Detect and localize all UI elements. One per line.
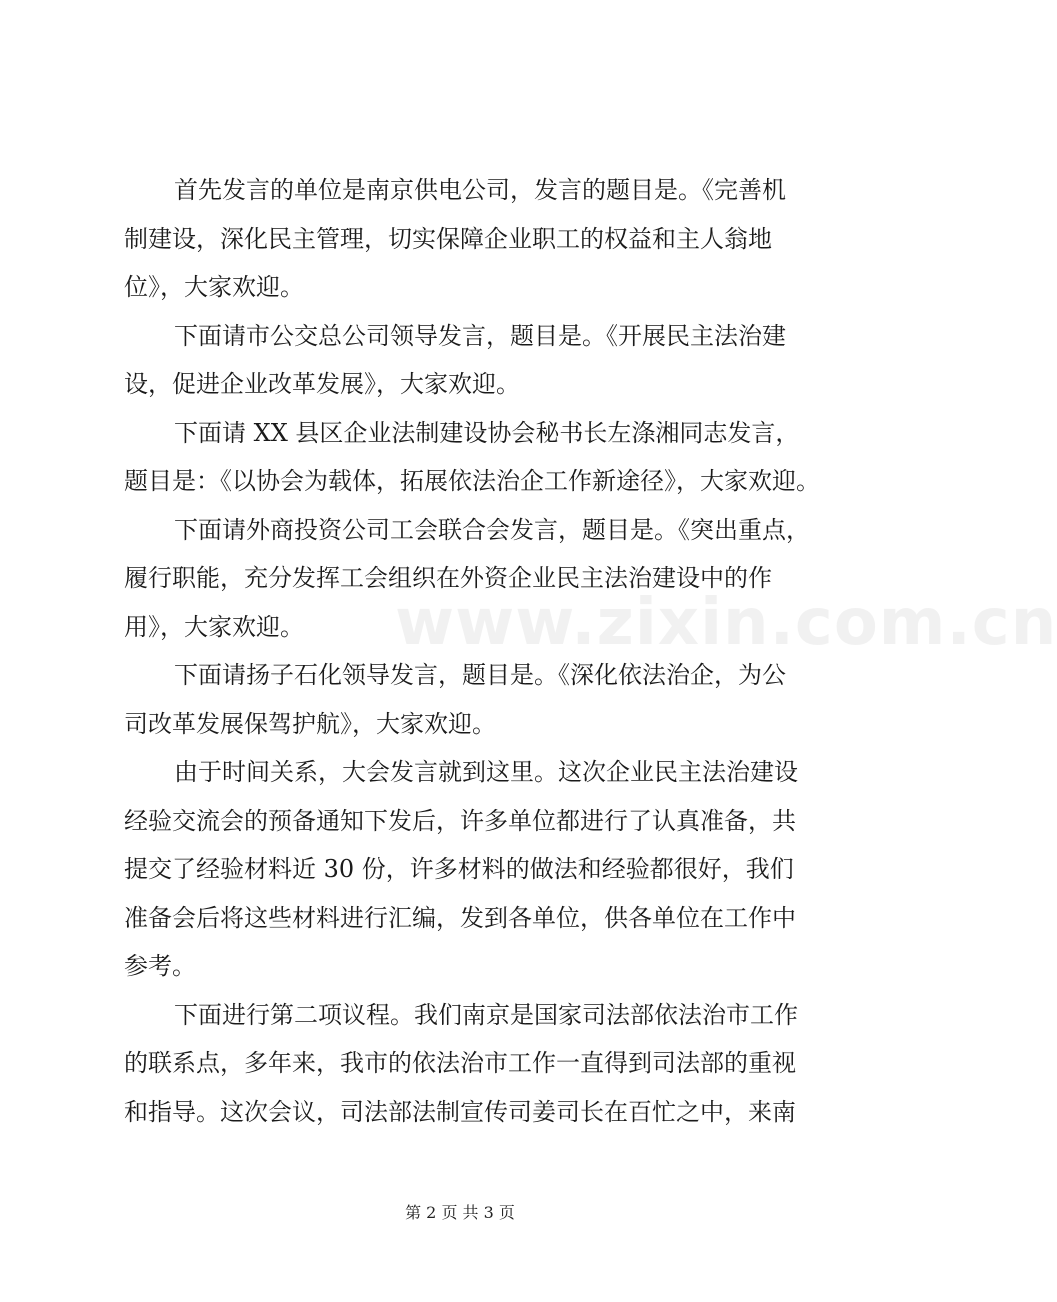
text-line: 经验交流会的预备通知下发后，许多单位都进行了认真准备，共	[124, 806, 796, 835]
text-line: 首先发言的单位是南京供电公司，发言的题目是。《完善机	[174, 176, 786, 204]
text-line: 用》，大家欢迎。	[124, 612, 304, 641]
page-number: 第 2 页 共 3 页	[405, 1203, 515, 1222]
page-footer	[0, 1200, 920, 1223]
document-body	[124, 166, 820, 1136]
text-line: 由于时间关系，大会发言就到这里。这次企业民主法治建设	[174, 758, 798, 786]
watermark-text: www.zixin.com.cn	[395, 586, 1057, 660]
text-line: 下面请 XX 县区企业法制建设协会秘书长左涤湘同志发言，	[174, 418, 800, 447]
text-line: 和指导。这次会议，司法部法制宣传司姜司长在百忙之中，来南	[124, 1097, 796, 1126]
text-line: 准备会后将这些材料进行汇编，发到各单位，供各单位在工作中	[124, 903, 796, 932]
text-line: 下面请扬子石化领导发言，题目是。《深化依法治企，为公	[174, 661, 786, 689]
text-line: 参考。	[124, 952, 196, 980]
text-line: 下面进行第二项议程。我们南京是国家司法部依法治市工作	[174, 1000, 798, 1029]
text-line: 制建设，深化民主管理，切实保障企业职工的权益和主人翁地	[124, 224, 772, 253]
text-line: 位》，大家欢迎。	[124, 273, 304, 301]
text-line: 司改革发展保驾护航》，大家欢迎。	[124, 709, 496, 738]
text-line: 履行职能，充分发挥工会组织在外资企业民主法治建设中的作	[124, 564, 772, 592]
text-line: 设，促进企业改革发展》，大家欢迎。	[124, 370, 520, 398]
text-line: 的联系点，多年来，我市的依法治市工作一直得到司法部的重视	[124, 1049, 796, 1077]
text-line: 提交了经验材料近 30 份，许多材料的做法和经验都很好，我们	[124, 855, 794, 883]
text-line: 下面请市公交总公司领导发言，题目是。《开展民主法治建	[174, 321, 786, 350]
text-line: 题目是：《以协会为载体，拓展依法治企工作新途径》，大家欢迎。	[124, 467, 820, 495]
text-line: 下面请外商投资公司工会联合会发言，题目是。《突出重点，	[174, 515, 810, 544]
